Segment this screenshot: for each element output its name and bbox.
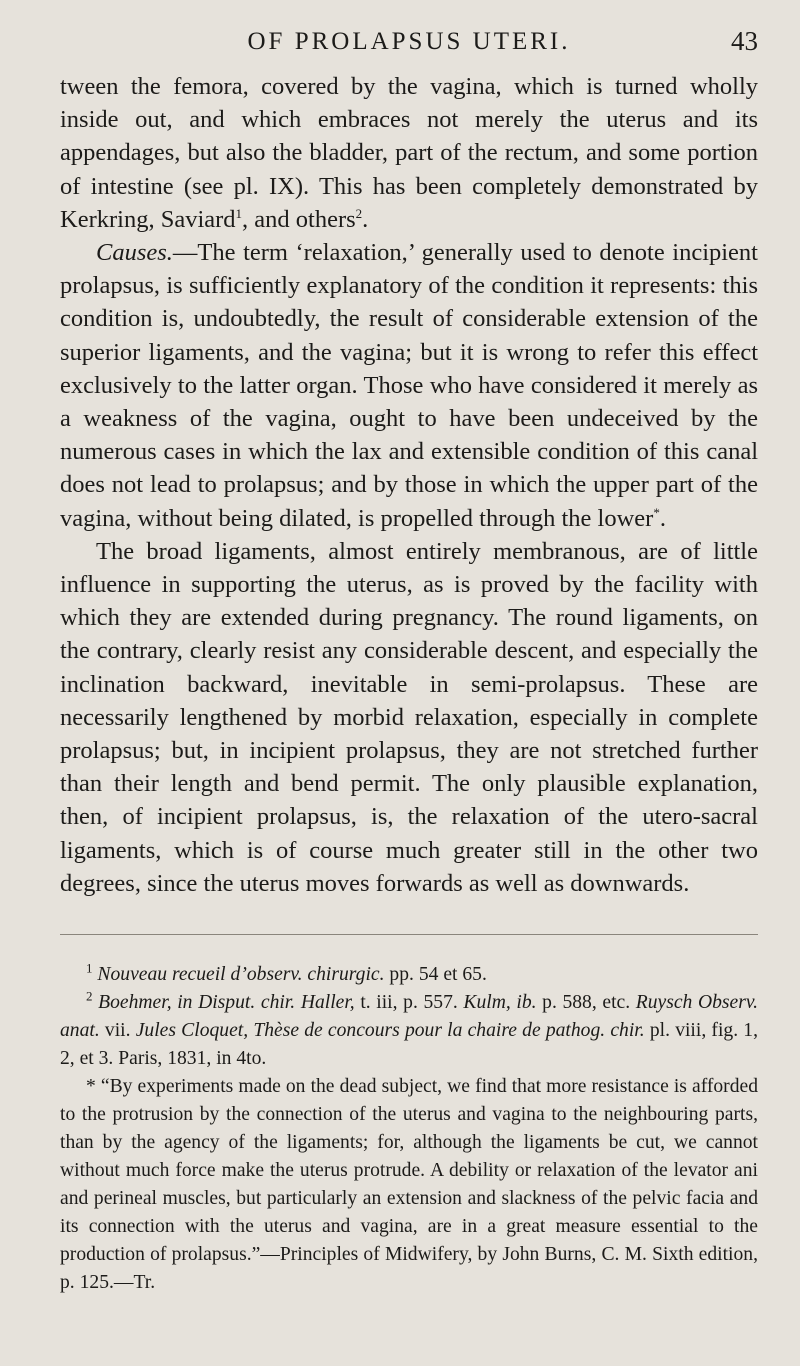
footnote-divider: [60, 934, 758, 935]
footnote-2-part-h: vii.: [99, 1020, 136, 1042]
footnote-2-part-a: Boehmer, in Disput. chir.: [98, 992, 296, 1014]
footnote-3-text: “By experiments made on the dead subject, we find that more resistance is afforded to the protrusion by the connection of the uterus and vagina to the neighbouring parts, than by the agency of the ligaments; for, although the ligaments be cut, we cannot without much force make the uterus protrude. A debility or relaxation of the levator ani and perineal muscles, but particularly an extension and slackness of the pelvic facia and its connection with the uterus and vagina, are in a great measure essential to the production of prolapsus.”—Principles of Midwifery, by John Burns, C. M. Sixth edition, p. 125.—Tr.: [60, 1076, 759, 1294]
page-number: 43: [731, 26, 758, 56]
footnote-2-part-j: pl. viii, fig. 1, 2, et 3. Paris, 1831, in 4to.: [60, 1020, 758, 1070]
footnote-1-rest: pp. 54 et 65.: [384, 964, 487, 986]
running-head: [60, 0, 758, 70]
paragraph-2-text: —The term ‘relaxation,’ generally used to denote incipient prolapsus, is sufficiently explanatory of the condition it represents: this condition is, undoubtedly, the result of considerable extension of the superior ligaments, and the vagina; but it is wrong to refer this effect exclusively to the latter organ. Those who have considered it merely as a weakness of the vagina, ought to have been undeceived by the numerous cases in which the lax and extensible condition of this canal does not lead to prolapsus; and by those in which the upper part of the vagina, without being dilated, is propelled through the lower: [60, 239, 758, 532]
footnote-1-title: Nouveau recueil d’observ. chirurgic.: [97, 964, 385, 986]
footnote-2-part-i: Jules Cloquet, Thèse de concours pour la chaire de pathog. chir.: [135, 1020, 645, 1042]
footnote-2-mark: 2: [86, 988, 93, 1004]
footnote-1-mark: 1: [86, 960, 93, 976]
paragraph-1: [60, 70, 758, 236]
paragraph-1-end: .: [362, 205, 369, 233]
paragraph-1-mid: , and others: [242, 205, 356, 233]
footnote-2: [60, 989, 758, 1073]
footnote-2-part-e: Kulm, ib.: [463, 992, 537, 1014]
footnote-2-part-f: p. 588, etc.: [536, 992, 636, 1014]
footnote-ref-star: *: [653, 504, 660, 520]
causes-heading: Causes.: [96, 239, 173, 267]
paragraph-2: [60, 236, 758, 535]
paragraph-3: The broad ligaments, almost entirely membranous, are of little influence in supporting the uterus, as is proved by the facility with which they are extended during pregnancy. The round ligaments, on the contrary, clearly resist any considerable descent, and especially the inclination backward, inevitable in semi-prolapsus. These are necessarily lengthened by morbid relaxation, especially in complete prolapsus; but, in incipient prolapsus, they are not stretched further than their length and bend permit. The only plausible explanation, then, of incipient prolapsus, is, the relaxation of the utero-sacral ligaments, which is of course much greater still in the other two degrees, since the uterus moves forwards as well as downwards.: [60, 537, 758, 897]
running-title: OF PROLAPSUS UTERI.: [247, 28, 571, 55]
paragraph-2-end: .: [659, 504, 666, 532]
footnote-ref-2: 2: [355, 205, 363, 221]
footnote-2-part-g: Ruysch Observ. anat.: [60, 992, 758, 1042]
body-text: [60, 70, 758, 900]
footnote-ref-1: 1: [235, 205, 243, 221]
paragraph-1-text: tween the femora, covered by the vagina, which is turned wholly inside out, and which embraces not merely the uterus and its appendages, but also the bladder, part of the rectum, and some portion of intestine (see pl. IX). This has been completely demonstrated by Kerkring, Saviard: [60, 73, 758, 233]
footnotes: [60, 961, 758, 1297]
footnote-2-part-c: Haller,: [300, 992, 355, 1014]
footnote-3-mark: *: [86, 1076, 96, 1098]
footnote-2-part-d: t. iii, p. 557.: [354, 992, 464, 1014]
footnote-3: [60, 1073, 758, 1297]
footnote-1: [60, 961, 758, 989]
